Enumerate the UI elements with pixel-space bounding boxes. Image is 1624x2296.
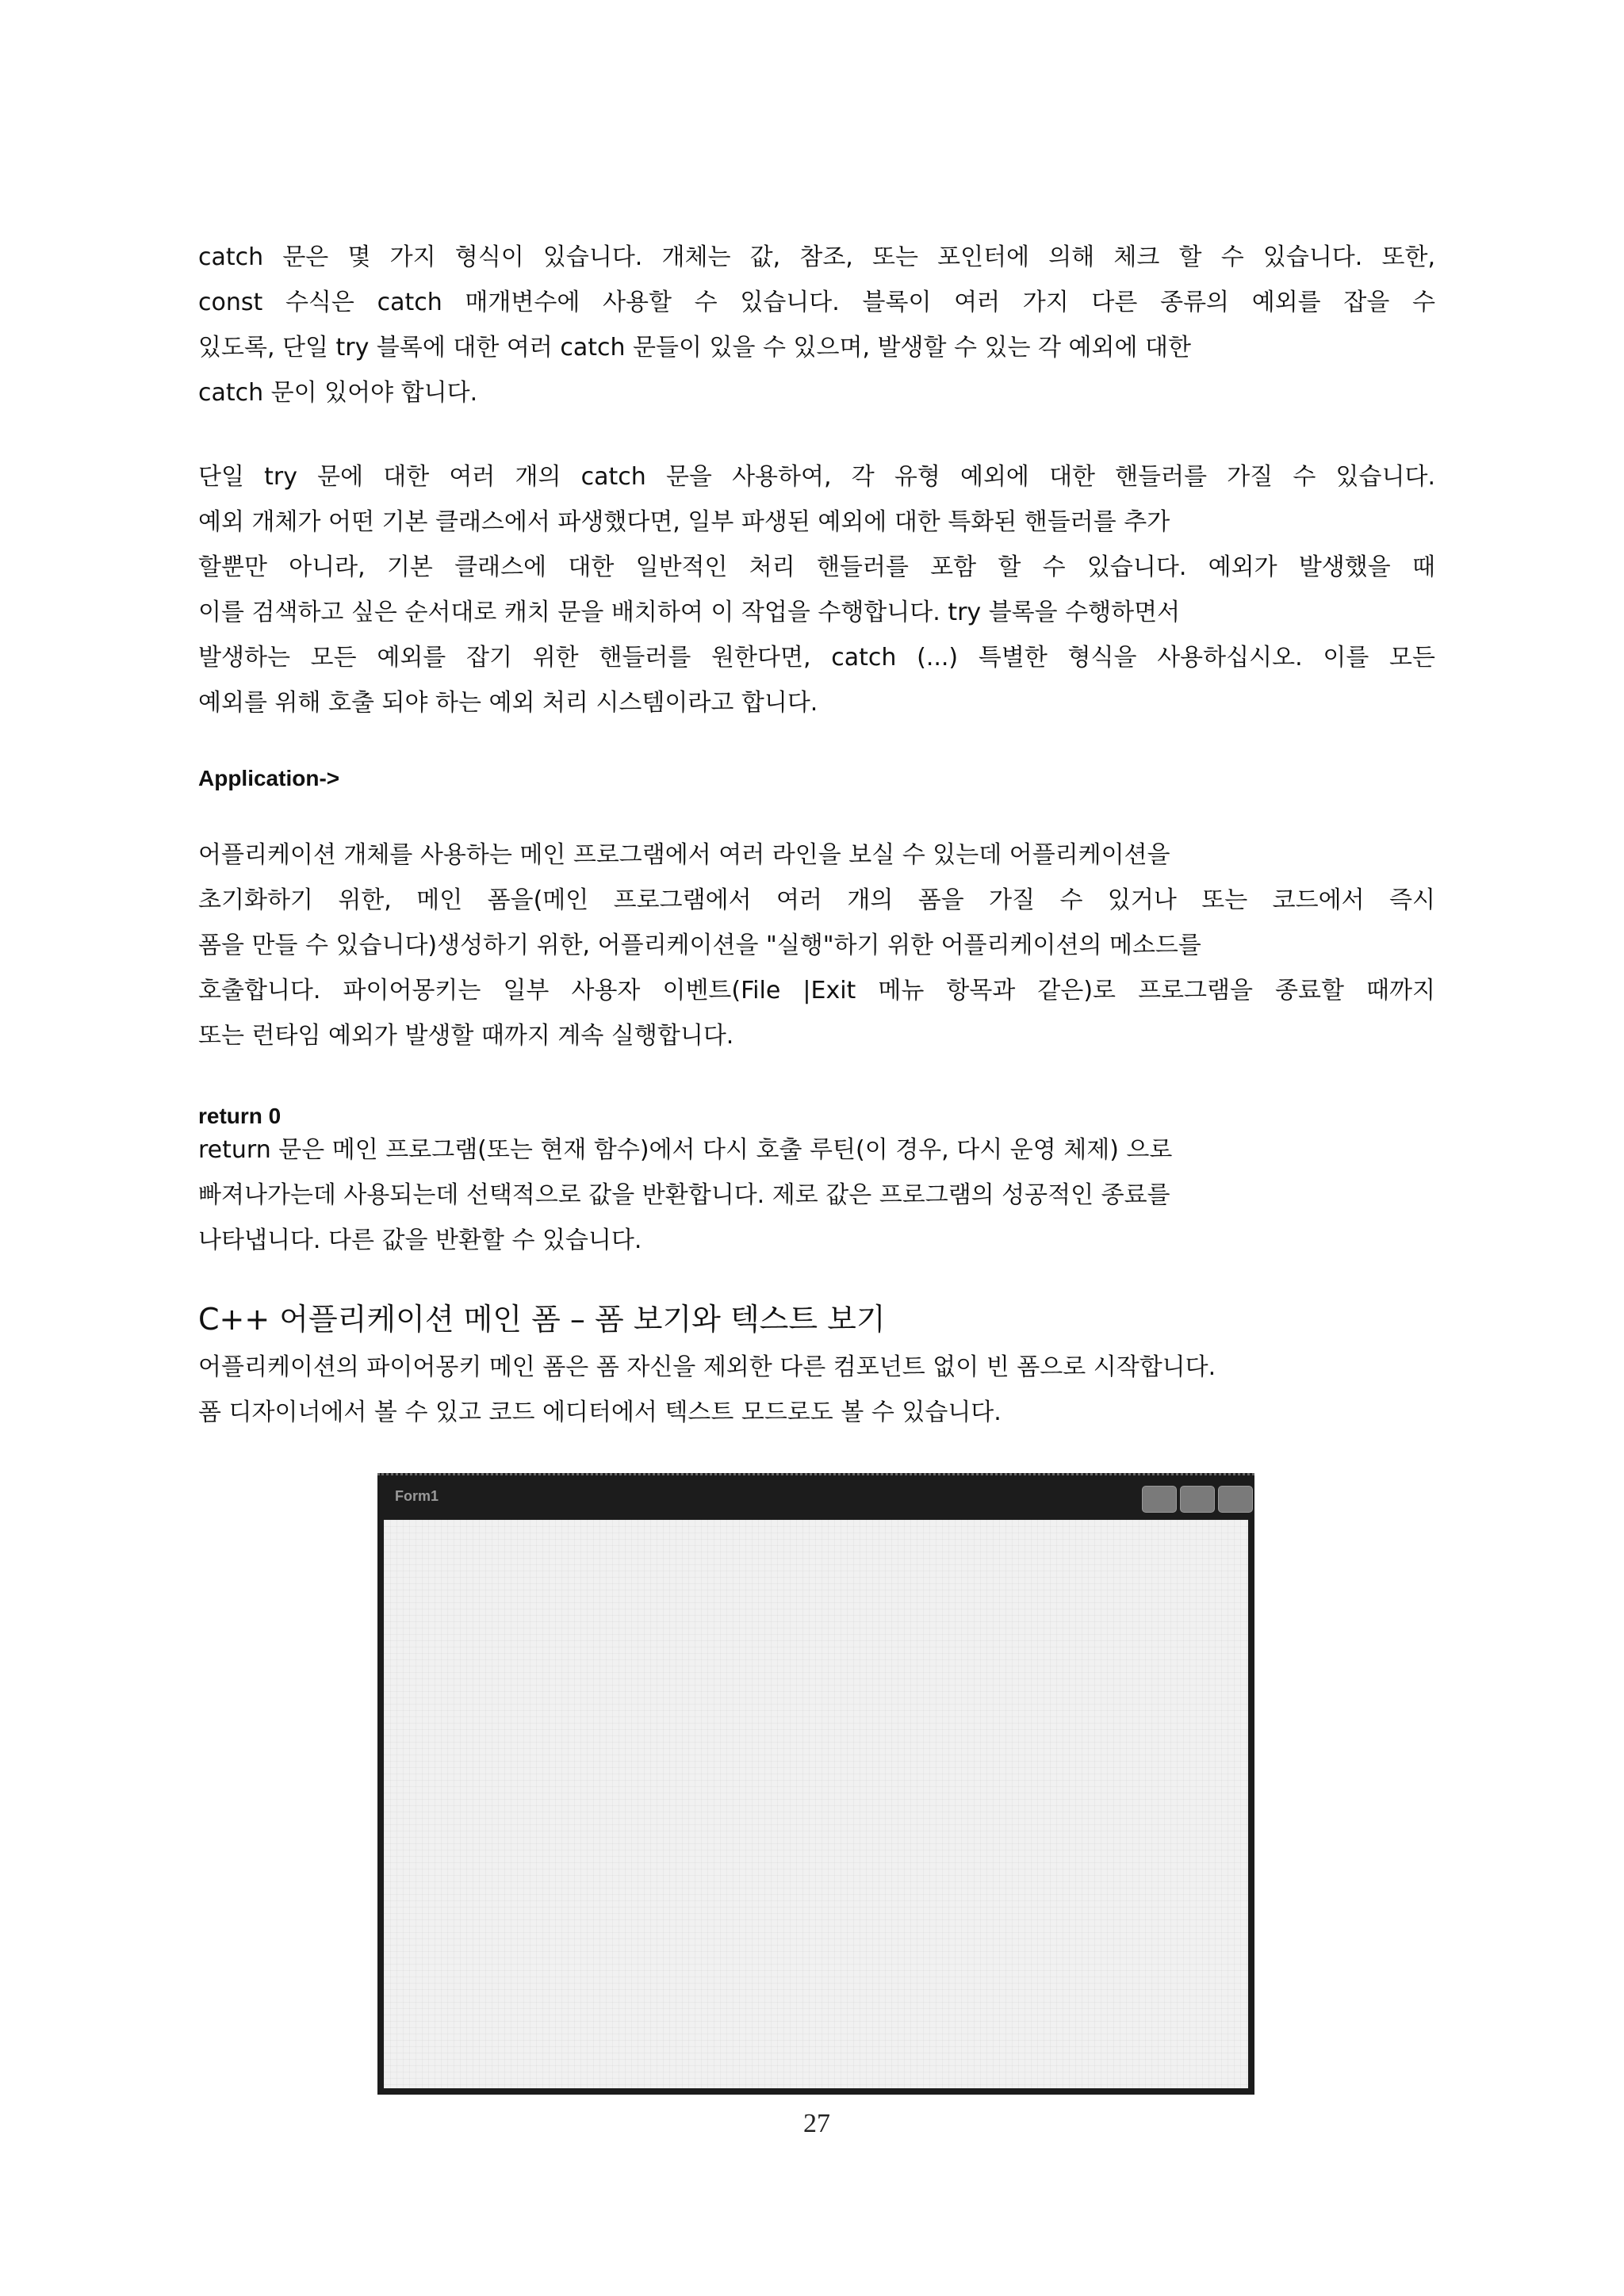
text-line: const 수식은 catch 매개변수에 사용할 수 있습니다. 블록이 여러 가지 다른 종류의 예외를 잡을 수 xyxy=(198,289,1435,316)
minimize-button[interactable] xyxy=(1142,1486,1177,1513)
paragraph-multiple-catch xyxy=(198,454,1435,725)
maximize-button[interactable] xyxy=(1180,1486,1215,1513)
text-line: 폼 디자이너에서 볼 수 있고 코드 에디터에서 텍스트 모드로도 볼 수 있습니다. xyxy=(198,1399,1002,1426)
text-line: 빠져나가는데 사용되는데 선택적으로 값을 반환합니다. 제로 값은 프로그램의 성공적인 종료를 xyxy=(198,1181,1170,1209)
text-line: catch 문은 몇 가지 형식이 있습니다. 개체는 값, 참조, 또는 포인터에 의해 체크 할 수 있습니다. 또한, xyxy=(198,243,1435,271)
close-button[interactable] xyxy=(1218,1486,1253,1513)
application-label: Application-> xyxy=(198,766,340,790)
text-line: 있도록, 단일 try 블록에 대한 여러 catch 문들이 있을 수 있으며, 발생할 수 있는 각 예외에 대한 xyxy=(198,334,1191,362)
paragraph-catch-forms xyxy=(198,235,1435,415)
text-line: 초기화하기 위한, 메인 폼을(메인 프로그램에서 여러 개의 폼을 가질 수 있거나 또는 코드에서 즉시 xyxy=(198,886,1435,914)
paragraph-main-form xyxy=(198,1345,1435,1435)
section-heading: C++ 어플리케이션 메인 폼 – 폼 보기와 텍스트 보기 xyxy=(198,1302,886,1337)
text-line: 할뿐만 아니라, 기본 클래스에 대한 일반적인 처리 핸들러를 포함 할 수 있습니다. 예외가 발생했을 때 xyxy=(198,553,1435,581)
text-line: 나타냅니다. 다른 값을 반환할 수 있습니다. xyxy=(198,1226,642,1254)
form-window-screenshot xyxy=(377,1473,1254,2095)
paragraph-application xyxy=(198,832,1435,1058)
return-label: return 0 xyxy=(198,1104,282,1128)
text-line: catch 문이 있어야 합니다. xyxy=(198,379,478,407)
text-line: 발생하는 모든 예외를 잡기 위한 핸들러를 원한다면, catch (...) 특별한 형식을 사용하십시오. 이를 모든 xyxy=(198,644,1435,672)
text-line: 단일 try 문에 대한 여러 개의 catch 문을 사용하여, 각 유형 예외에 대한 핸들러를 가질 수 있습니다. xyxy=(198,463,1435,491)
text-line: 또는 런타임 예외가 발생할 때까지 계속 실행합니다. xyxy=(198,1022,734,1050)
form-title: Form1 xyxy=(395,1488,439,1504)
text-line: 폼을 만들 수 있습니다)생성하기 위한, 어플리케이션을 "실행"하기 위한 어플리케이션의 메소드를 xyxy=(198,932,1201,959)
text-line: return 문은 메인 프로그램(또는 현재 함수)에서 다시 호출 루틴(이 경우, 다시 운영 체제) 으로 xyxy=(198,1136,1173,1164)
document-page xyxy=(198,0,1435,2296)
text-line: 호출합니다. 파이어몽키는 일부 사용자 이벤트(File |Exit 메뉴 항목과 같은)로 프로그램을 종료할 때까지 xyxy=(198,977,1435,1004)
text-line: 이를 검색하고 싶은 순서대로 캐치 문을 배치하여 이 작업을 수행합니다. try 블록을 수행하면서 xyxy=(198,599,1181,626)
page-number: 27 xyxy=(803,2109,830,2138)
form-client-area xyxy=(384,1520,1248,2088)
text-line: 예외를 위해 호출 되야 하는 예외 처리 시스템이라고 합니다. xyxy=(198,689,818,717)
form-titlebar xyxy=(377,1475,1254,1520)
text-line: 예외 개체가 어떤 기본 클래스에서 파생했다면, 일부 파생된 예외에 대한 특화된 핸들러를 추가 xyxy=(198,508,1170,536)
paragraph-return xyxy=(198,1127,1435,1263)
text-line: 어플리케이션 개체를 사용하는 메인 프로그램에서 여러 라인을 보실 수 있는데 어플리케이션을 xyxy=(198,841,1170,869)
text-line: 어플리케이션의 파이어몽키 메인 폼은 폼 자신을 제외한 다른 컴포넌트 없이 빈 폼으로 시작합니다. xyxy=(198,1353,1216,1381)
